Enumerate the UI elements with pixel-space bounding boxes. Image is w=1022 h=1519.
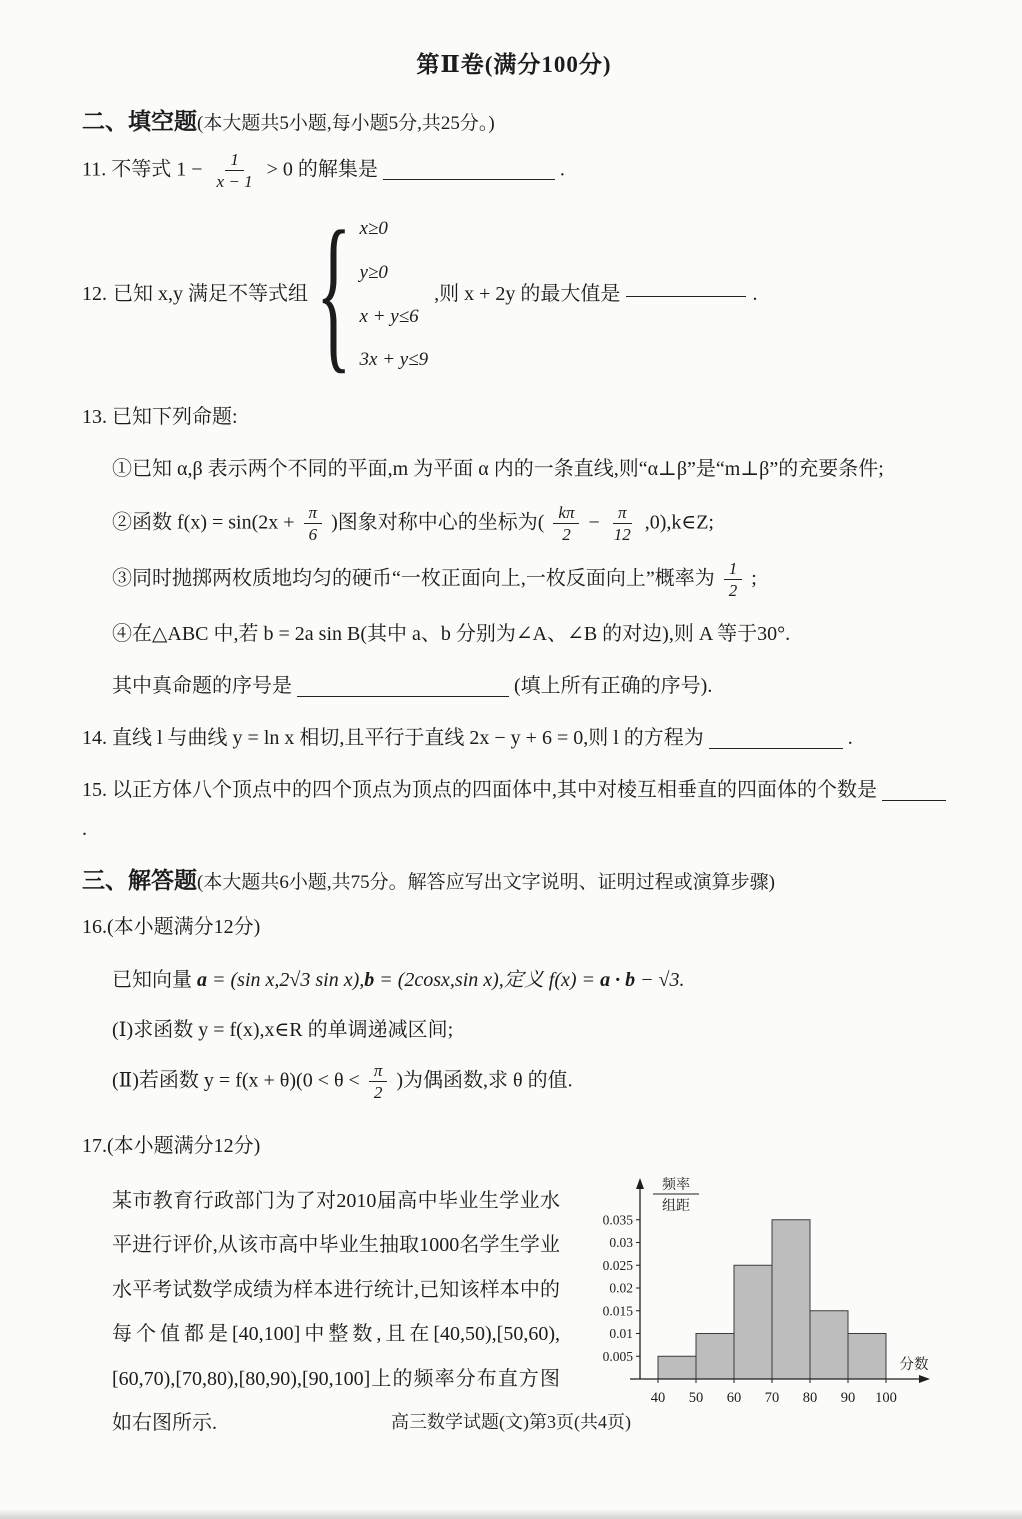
section-solve-title: 三、解答题	[82, 867, 197, 893]
svg-text:0.005: 0.005	[602, 1348, 633, 1364]
question-11	[82, 149, 946, 193]
q15-number: 15.	[82, 778, 107, 801]
q12-end: .	[752, 283, 758, 305]
q13-number: 13.	[82, 405, 107, 428]
question-13	[82, 398, 946, 437]
q13-item2-fraction-3	[609, 502, 636, 546]
q11-post-text: > 0 的解集是	[266, 158, 378, 181]
svg-text:90: 90	[840, 1390, 856, 1406]
svg-text:0.025: 0.025	[602, 1257, 633, 1273]
histogram	[574, 1173, 946, 1427]
fraction-numerator: π	[369, 1060, 388, 1082]
q13-conclusion-end: (填上所有正确的序号).	[514, 674, 713, 697]
fraction-denominator: 2	[562, 524, 571, 544]
question-15	[82, 771, 946, 849]
q11-fraction-numerator: 1	[225, 149, 244, 171]
q17-row	[82, 1179, 946, 1445]
scan-edge-shadow	[0, 1509, 1022, 1519]
q16-part2-pre: (Ⅱ)若函数 y = f(x + θ)(0 < θ <	[112, 1068, 360, 1091]
q14-number: 14.	[82, 726, 107, 749]
fraction-numerator: 1	[724, 558, 743, 580]
q13-item3-pre: ③同时抛掷两枚质地均匀的硬币“一枚正面向上,一枚反面向上”概率为	[112, 567, 715, 590]
section-fill-in-note: (本大题共5小题,每小题5分,共25分。)	[197, 113, 495, 134]
svg-text:0.035: 0.035	[602, 1212, 633, 1228]
fraction-denominator: 6	[308, 524, 318, 544]
q14-text: 直线 l 与曲线 y = ln x 相切,且平行于直线 2x − y + 6 = 0,则 l 的方程为	[112, 726, 704, 749]
q16-part1-text: (Ⅰ)求函数 y = f(x),x∈R 的单调递减区间;	[112, 1018, 454, 1041]
q13-intro: 已知下列命题:	[112, 405, 238, 428]
q16-head: 16.(本小题满分12分)	[82, 915, 261, 938]
q13-item2-mid: )图象对称中心的坐标为(	[331, 510, 545, 533]
fraction-denominator: 12	[613, 524, 631, 544]
q11-pre-text: 不等式 1 −	[111, 158, 203, 181]
q11-fraction-denominator: x − 1	[216, 172, 253, 192]
q16-part2-end: )为偶函数,求 θ 的值.	[396, 1068, 573, 1091]
q16-line1-c: = (2cosx,sin x),定义 f(x) =	[374, 968, 601, 991]
q13-item-2	[112, 502, 946, 546]
q16-part2-fraction	[369, 1060, 388, 1104]
svg-text:60: 60	[726, 1390, 742, 1406]
q11-end: .	[559, 158, 565, 181]
q16-line-1	[112, 960, 946, 1000]
q16-part-2	[112, 1060, 946, 1104]
question-16	[82, 908, 946, 947]
question-17	[82, 1127, 946, 1166]
fraction-denominator: 2	[373, 1082, 383, 1102]
svg-text:0.01: 0.01	[609, 1326, 633, 1341]
section-solve-heading	[82, 862, 946, 895]
section-fill-in-title: 二、填空题	[82, 109, 197, 134]
q13-conclusion	[112, 667, 946, 706]
q12-system-line: x + y≤6	[359, 305, 419, 327]
q12-post-text: ,则 x + 2y 的最大值是	[434, 283, 621, 305]
fraction-numerator: π	[613, 502, 632, 524]
q13-item3-fraction	[724, 558, 743, 602]
q12-number: 12.	[82, 283, 107, 305]
q13-item2-fraction-2	[553, 502, 579, 546]
fraction-numerator: kπ	[553, 502, 579, 524]
q12-inequality-system	[360, 207, 429, 382]
question-12	[82, 197, 946, 391]
q15-end: .	[82, 817, 87, 840]
svg-text:100: 100	[875, 1390, 897, 1406]
q11-fraction	[212, 149, 258, 193]
svg-text:80: 80	[802, 1390, 818, 1406]
q13-item-3	[112, 558, 946, 602]
q15-text: 以正方体八个顶点中的四个顶点为顶点的四面体中,其中对棱互相垂直的四面体的个数是	[112, 778, 877, 801]
section-fill-in-heading	[82, 103, 946, 136]
q16-line1-a: 已知向量	[112, 968, 197, 991]
q13-item2-end: ,0),k∈Z;	[644, 510, 714, 533]
q17-body-text: 某市教育行政部门为了对2010届高中毕业生学业水平进行评价,从该市高中毕业生抽取1000名学生学业水平考试数学成绩为样本进行统计,已知该样本中的每个值都是[40,100]中整数,且在[40,50),[50,60),[60,70),[70,80),[80,90),[90,100]上的频率分布直方图如右图所示.	[112, 1190, 560, 1434]
svg-text:频率: 频率	[662, 1178, 690, 1193]
q12-answer-blank	[626, 292, 746, 297]
q13-item2-pre: ②函数 f(x) = sin(2x +	[112, 510, 295, 533]
q13-item4-text: ④在△ABC 中,若 b = 2a sin B(其中 a、b 分别为∠A、∠B 的对边),则 A 等于30°.	[112, 622, 791, 645]
q12-system-brace: {	[316, 197, 352, 391]
vector-a-dot-b: a · b	[600, 968, 636, 991]
svg-text:组距: 组距	[662, 1199, 690, 1214]
page-title: 第Ⅱ卷(满分100分)	[416, 52, 612, 77]
fraction-numerator: π	[304, 502, 323, 524]
q13-item2-fraction-1	[304, 502, 323, 546]
q16-line1-d: − √3.	[635, 968, 685, 991]
q15-answer-blank	[882, 796, 946, 801]
q16-part-1	[112, 1010, 946, 1050]
q12-system-line: x≥0	[359, 218, 388, 240]
vector-a: a	[197, 968, 207, 991]
q11-number: 11.	[82, 158, 107, 181]
svg-text:0.03: 0.03	[609, 1235, 633, 1250]
q13-item3-end: ;	[751, 567, 757, 590]
q12-pre-text: 已知 x,y 满足不等式组	[113, 283, 308, 305]
svg-text:分数: 分数	[899, 1357, 929, 1373]
fraction-denominator: 2	[728, 581, 738, 601]
q11-answer-blank	[383, 175, 555, 180]
q13-item2-minus: −	[588, 510, 600, 533]
q13-conclusion-pre: 其中真命题的序号是	[112, 674, 292, 697]
q16-line1-b: = (sin x,2√3 sin x),	[207, 968, 365, 991]
q12-system-line: 3x + y≤9	[359, 349, 429, 371]
q14-end: .	[847, 726, 853, 749]
page-footer: 高三数学试题(文)第3页(共4页)	[391, 1412, 631, 1432]
svg-text:0.02: 0.02	[609, 1280, 633, 1296]
question-14	[82, 719, 946, 758]
svg-text:50: 50	[688, 1390, 704, 1406]
svg-text:70: 70	[764, 1390, 780, 1406]
histogram-svg	[574, 1173, 946, 1421]
q13-item1-text: ①已知 α,β 表示两个不同的平面,m 为平面 α 内的一条直线,则“α⊥β”是“m⊥β”的充要条件;	[112, 457, 884, 480]
vector-b: b	[364, 968, 375, 991]
q13-item-4	[112, 615, 946, 654]
q14-answer-blank	[709, 744, 843, 749]
q17-head: 17.(本小题满分12分)	[82, 1135, 261, 1157]
q13-item-1	[112, 450, 946, 489]
q13-answer-blank	[297, 692, 509, 697]
svg-text:40: 40	[650, 1390, 666, 1406]
svg-text:0.015: 0.015	[602, 1303, 633, 1319]
q12-system-line: y≥0	[359, 261, 388, 283]
section-solve-note: (本大题共6小题,共75分。解答应写出文字说明、证明过程或演算步骤)	[197, 871, 775, 893]
